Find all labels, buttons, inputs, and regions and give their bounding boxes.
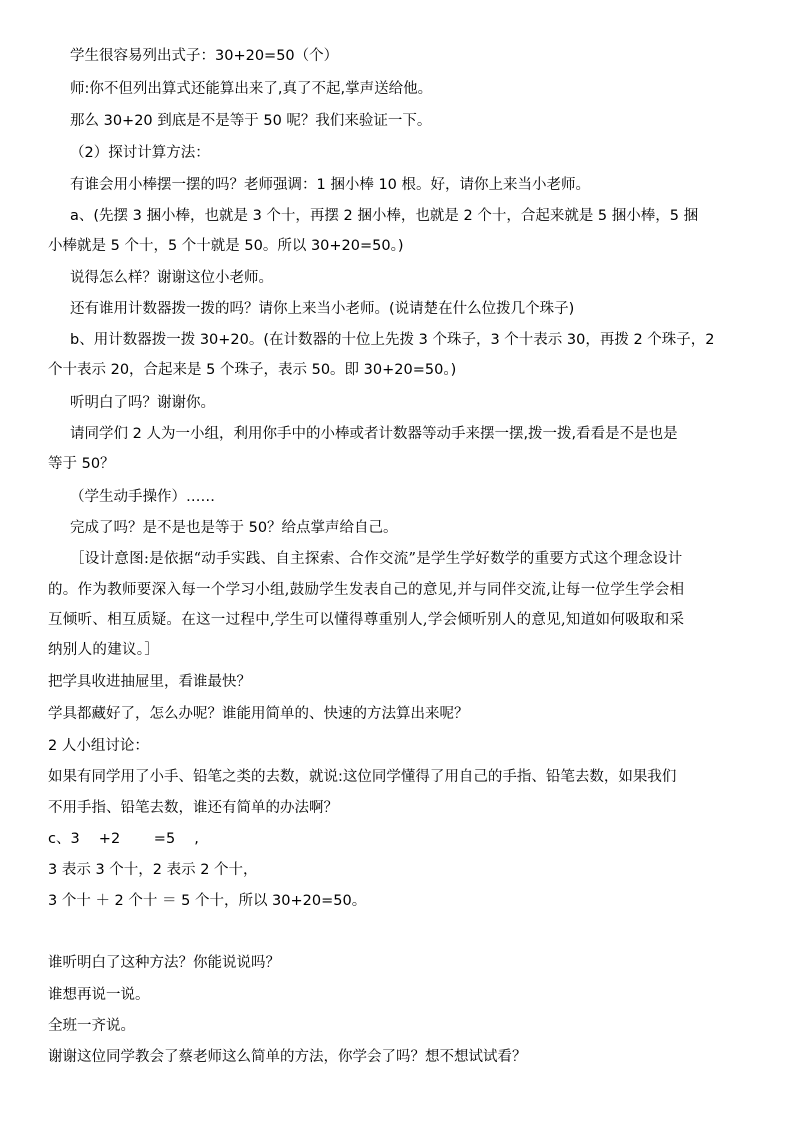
section-heading: （2）探讨计算方法：: [70, 145, 210, 161]
text-line-9: 还有谁用计数器拨一拨的吗？请你上来当小老师。(说请楚在什么位拨几个珠子): [70, 301, 575, 317]
text-line-2: 师:你不但列出算式还能算出来了,真了不起,掌声送给他。: [70, 81, 433, 97]
text-line-7: 小棒就是 5 个十，5 个十就是 50。所以 30+20=50。): [48, 238, 404, 254]
text-line-27: 3 表示 3 个十，2 表示 2 个十，: [48, 862, 258, 878]
design-intent-line-3: 互倾听、相互质疑。在这一过程中,学生可以懂得尊重别人,学会倾听别人的意见,知道如何吸取和采: [48, 612, 685, 628]
text-line-22: 学具都藏好了，怎么办呢？谁能用简单的、快速的方法算出来呢？: [48, 706, 469, 722]
text-line-1: 学生很容易列出式子：30+20=50（个）: [70, 48, 339, 64]
text-line-16: 完成了吗？是不是也是等于 50？给点掌声给自己。: [70, 520, 398, 536]
text-line-28: 3 个十 ＋ 2 个十 ＝ 5 个十，所以 30+20=50。: [48, 893, 367, 909]
text-line-10: b、用计数器拨一拨 30+20。(在计数器的十位上先拨 3 个珠子，3 个十表示 30，再拨 2 个珠子，2: [70, 332, 715, 348]
text-line-15: （学生动手操作）……: [70, 489, 215, 505]
text-line-31: 全班一齐说。: [48, 1018, 135, 1034]
text-line-11: 个十表示 20，合起来是 5 个珠子，表示 50。即 30+20=50。): [48, 362, 457, 378]
text-line-21: 把学具收进抽屉里，看谁最快？: [48, 674, 251, 690]
text-line-3: 那么 30+20 到底是不是等于 50 呢？我们来验证一下。: [70, 113, 432, 129]
design-intent-line-2: 的。作为教师要深入每一个学习小组,鼓励学生发表自己的意见,并与同伴交流,让每一位学生学会相: [48, 582, 685, 598]
text-line-5: 有谁会用小棒摆一摆的吗？老师强调：1 捆小棒 10 根。好，请你上来当小老师。: [70, 177, 591, 193]
text-line-14: 等于 50？: [48, 456, 115, 472]
text-line-32: 谢谢这位同学教会了蔡老师这么简单的方法，你学会了吗？想不想试试看？: [48, 1049, 527, 1065]
design-intent-line-4: 纳别人的建议。］: [48, 642, 160, 658]
text-line-6: a、(先摆 3 捆小棒，也就是 3 个十，再摆 2 捆小棒，也就是 2 个十，合起来就是 5 捆小棒，5 捆: [70, 208, 699, 224]
text-line-26: c、3 +2 =5 ,: [48, 831, 199, 847]
text-line-24: 如果有同学用了小手、铅笔之类的去数，就说:这位同学懂得了用自己的手指、铅笔去数，如果我们: [48, 769, 677, 785]
text-line-25: 不用手指、铅笔去数，谁还有简单的办法啊？: [48, 800, 338, 816]
text-line-13: 请同学们 2 人为一小组，利用你手中的小棒或者计数器等动手来摆一摆,拨一拨,看看是不是也是: [70, 426, 678, 442]
text-line-8: 说得怎么样？谢谢这位小老师。: [70, 270, 273, 286]
text-line-23: 2 人小组讨论：: [48, 738, 149, 754]
text-line-30: 谁想再说一说。: [48, 987, 150, 1003]
design-intent-line-1: ［设计意图:是依据“动手实践、自主探索、合作交流”是学生学好数学的重要方式这个理念设计: [70, 551, 683, 567]
text-line-12: 听明白了吗？谢谢你。: [70, 395, 215, 411]
text-line-29: 谁听明白了这种方法？你能说说吗？: [48, 955, 280, 971]
